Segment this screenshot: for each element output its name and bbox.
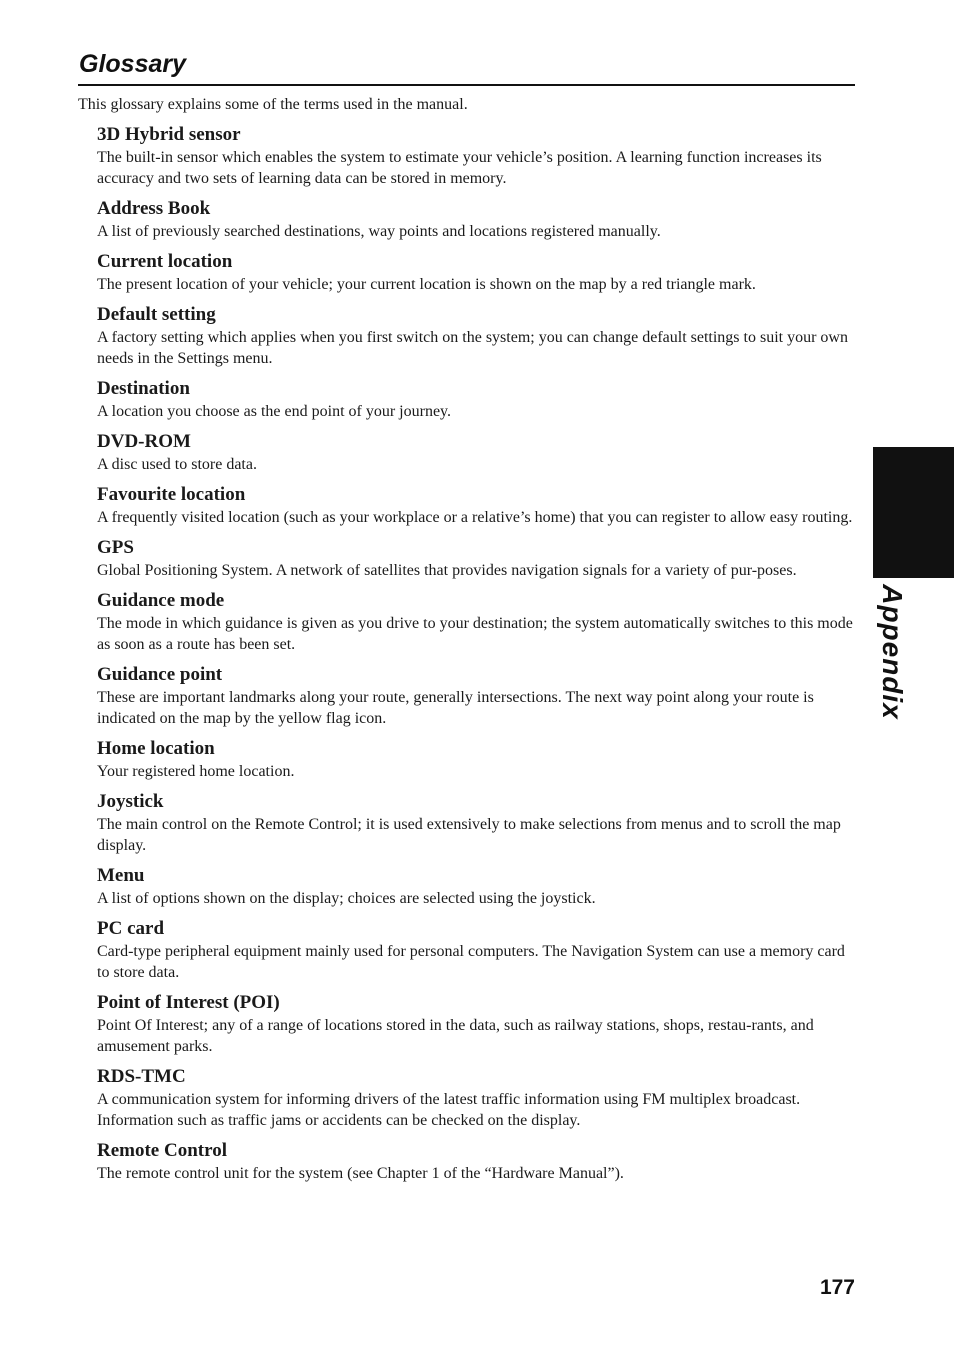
glossary-definition: Your registered home location.	[97, 763, 295, 780]
glossary-term: Favourite location	[97, 484, 246, 505]
glossary-term: 3D Hybrid sensor	[97, 124, 241, 145]
glossary-entry	[97, 536, 857, 581]
glossary-entry	[97, 1065, 857, 1131]
glossary-term: Joystick	[97, 791, 164, 812]
glossary-term: Home location	[97, 738, 215, 759]
glossary-definition: The remote control unit for the system (see Chapter 1 of the “Hardware Manual”).	[97, 1165, 624, 1182]
title-rule	[78, 84, 855, 86]
glossary-definition: A location you choose as the end point of your journey.	[97, 403, 451, 420]
glossary-definition: These are important landmarks along your route, generally intersections. The next way point along your route is indicated on the map by the yellow flag icon.	[97, 689, 814, 727]
section-label: Appendix	[877, 584, 908, 720]
glossary-term: Guidance mode	[97, 590, 225, 611]
page-number: 177	[819, 1276, 855, 1299]
glossary-definition: The mode in which guidance is given as you drive to your destination; the system automatically switches to this mode as soon as a route has been set.	[97, 615, 853, 653]
glossary-entry	[97, 483, 857, 528]
glossary-term: Current location	[97, 251, 233, 272]
glossary-definition: A communication system for informing drivers of the latest traffic information using FM multiplex broadcast. Information such as traffic jams or accidents can be checked on the display.	[97, 1091, 801, 1129]
glossary-entry	[97, 1139, 857, 1184]
glossary-entry	[97, 303, 857, 369]
glossary-entry	[97, 737, 857, 782]
glossary-term: Guidance point	[97, 664, 223, 685]
glossary-definition: The main control on the Remote Control; it is used extensively to make selections from menus and to scroll the map display.	[97, 816, 841, 854]
glossary-term: DVD-ROM	[97, 431, 191, 452]
glossary-entry	[97, 377, 857, 422]
glossary-definition: A disc used to store data.	[97, 456, 257, 473]
glossary-definition: Point Of Interest; any of a range of locations stored in the data, such as railway stations, shops, restau-rants, and amusement parks.	[97, 1017, 814, 1055]
glossary-term: Remote Control	[97, 1140, 227, 1161]
page-title: Glossary	[79, 50, 187, 78]
glossary-entry	[97, 430, 857, 475]
glossary-term: Menu	[97, 865, 145, 886]
glossary-entry	[97, 589, 857, 655]
glossary-definition: The present location of your vehicle; your current location is shown on the map by a red triangle mark.	[97, 276, 756, 293]
glossary-term: Point of Interest (POI)	[97, 992, 280, 1013]
glossary-entry	[97, 991, 857, 1057]
glossary-term: Address Book	[97, 198, 211, 219]
glossary-entry	[97, 864, 857, 909]
glossary-definition: Card-type peripheral equipment mainly used for personal computers. The Navigation System can use a memory card to store data.	[97, 943, 845, 981]
glossary-entry	[97, 917, 857, 983]
glossary-definition: A list of options shown on the display; choices are selected using the joystick.	[97, 890, 596, 907]
glossary-definition: The built-in sensor which enables the system to estimate your vehicle’s position. A learning function increases its accuracy and two sets of learning data can be stored in memory.	[97, 149, 822, 187]
glossary-entry	[97, 123, 857, 189]
glossary-term: Default setting	[97, 304, 216, 325]
glossary-term: RDS-TMC	[97, 1066, 186, 1087]
glossary-entry	[97, 790, 857, 856]
intro-text: This glossary explains some of the terms used in the manual.	[78, 96, 468, 113]
glossary-definition: A frequently visited location (such as your workplace or a relative’s home) that you can register to allow easy routing.	[97, 509, 853, 526]
glossary-term: PC card	[97, 918, 165, 939]
section-tab	[873, 447, 954, 578]
glossary-entry	[97, 197, 857, 242]
glossary-entry	[97, 663, 857, 729]
glossary-entry	[97, 250, 857, 295]
glossary-list	[97, 123, 857, 1192]
glossary-term: GPS	[97, 537, 134, 558]
glossary-definition: A list of previously searched destinations, way points and locations registered manually.	[97, 223, 661, 240]
glossary-term: Destination	[97, 378, 190, 399]
glossary-definition: A factory setting which applies when you first switch on the system; you can change default settings to suit your own needs in the Settings menu.	[97, 329, 848, 367]
glossary-definition: Global Positioning System. A network of satellites that provides navigation signals for a variety of pur-poses.	[97, 562, 797, 579]
